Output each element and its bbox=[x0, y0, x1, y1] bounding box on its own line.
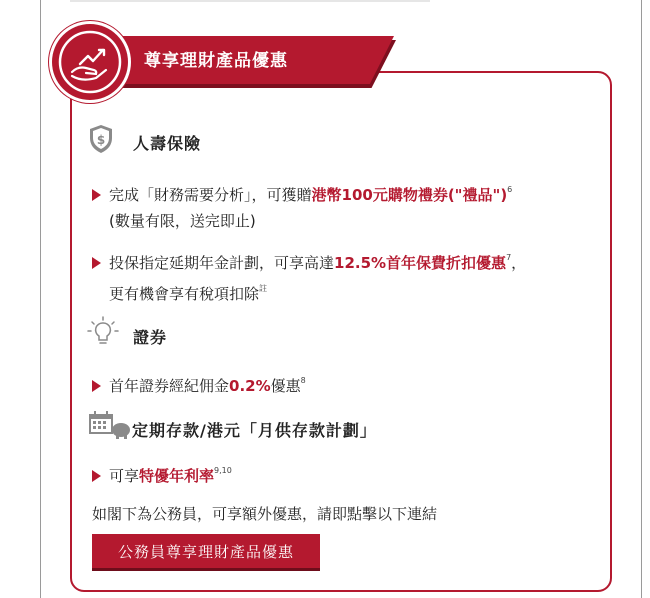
lightbulb-icon bbox=[86, 316, 120, 352]
list-item: 完成「財務需要分析」，可獲贈港幣100元購物禮券("禮品")$^6$ (數量有限，送完即止) bbox=[92, 177, 512, 234]
gift-voucher-highlight: 港幣100元購物禮券("禮品") bbox=[311, 186, 508, 204]
list-item: 投保指定延期年金計劃，可享高達12.5%首年保費折扣優惠$^7$， 更有機會享有稅項扣除$^註$ bbox=[92, 245, 526, 307]
right-border-line bbox=[641, 0, 642, 598]
list-item: 可享特優年利率$^{9,10}$ bbox=[92, 458, 232, 489]
banner-title: 尊享理財產品優惠 bbox=[144, 51, 288, 71]
deposit-title: 定期存款/港元「月供存款計劃」 bbox=[132, 421, 377, 440]
triangle-right-icon bbox=[92, 189, 101, 201]
list-item: 首年證券經紀佣金0.2%優惠$^8$ bbox=[92, 368, 306, 399]
shield-dollar-icon bbox=[88, 124, 114, 158]
insurance-title: 人壽保險 bbox=[133, 134, 202, 153]
calendar-piggybank-icon bbox=[88, 410, 132, 444]
civil-servant-note: 如閣下為公務員，可享額外優惠，請即點擊以下連結 bbox=[92, 505, 438, 523]
hand-growth-chart-icon bbox=[52, 24, 128, 100]
civil-servant-offers-button[interactable]: 公務員尊享理財產品優惠 bbox=[92, 534, 320, 568]
premium-discount-highlight: 12.5%首年保費折扣優惠 bbox=[334, 254, 507, 272]
triangle-right-icon bbox=[92, 380, 101, 392]
left-border-line bbox=[40, 0, 41, 598]
triangle-right-icon bbox=[92, 257, 101, 269]
interest-rate-highlight: 特優年利率 bbox=[139, 467, 215, 485]
commission-highlight: 0.2% bbox=[229, 377, 271, 395]
top-divider bbox=[70, 0, 430, 2]
triangle-right-icon bbox=[92, 470, 101, 482]
svg-text:$: $ bbox=[96, 133, 106, 147]
securities-title: 證券 bbox=[133, 328, 168, 347]
